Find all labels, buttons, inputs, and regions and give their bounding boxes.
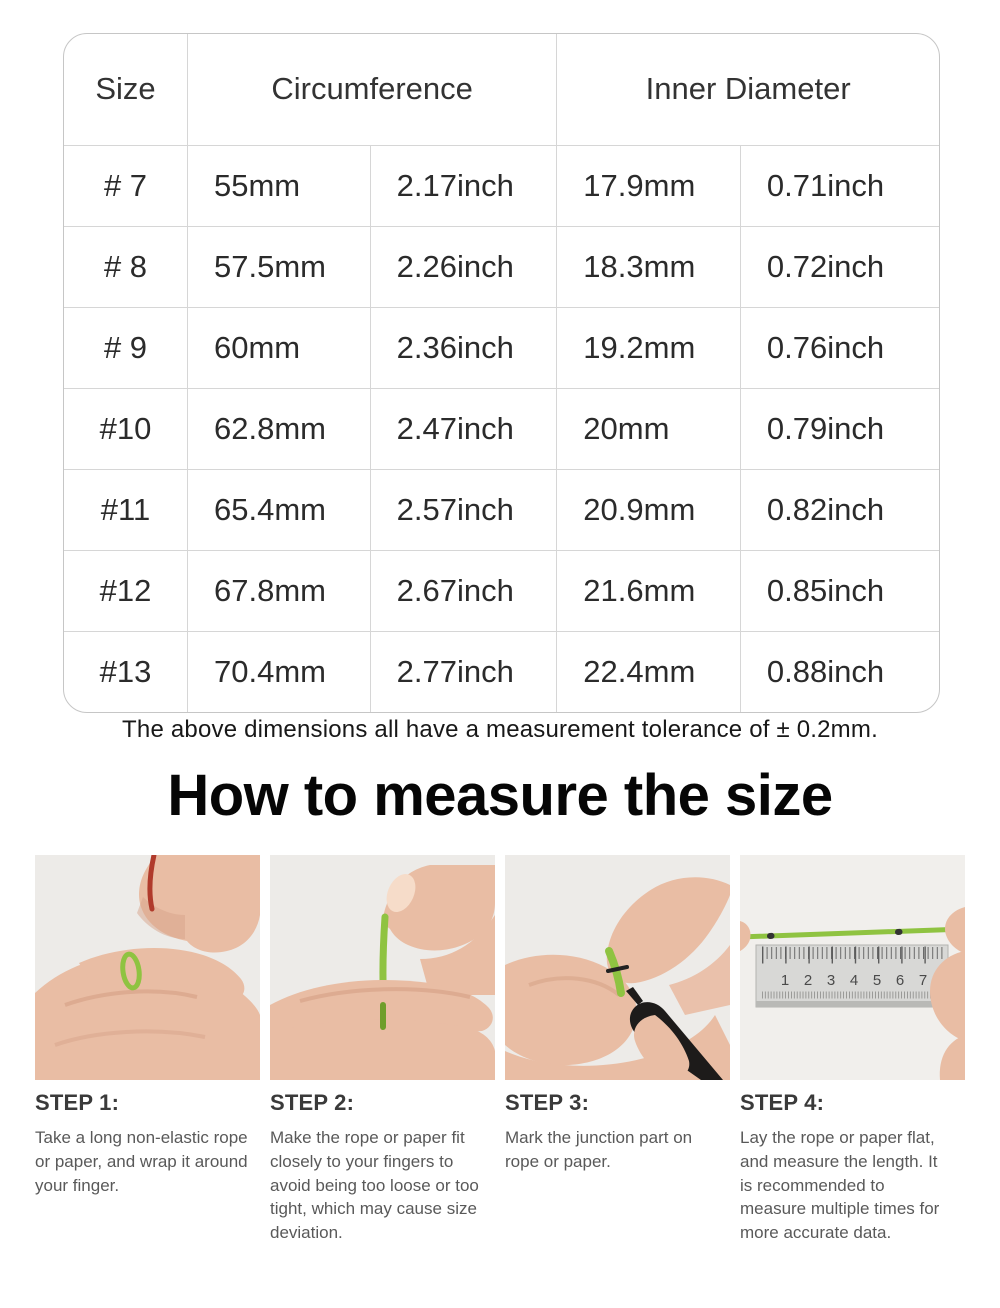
circumference-inch-cell: 2.67inch xyxy=(370,550,557,631)
inner-diameter-mm-cell: 19.2mm xyxy=(557,307,741,388)
size-cell: #13 xyxy=(64,631,187,712)
step4-measure-rope-with-ruler-photo xyxy=(740,855,965,1080)
ring-size-table-container xyxy=(63,33,940,713)
step2-label: STEP 2: xyxy=(270,1090,355,1115)
step4-caption xyxy=(740,1090,965,1245)
circumference-mm-cell: 67.8mm xyxy=(187,550,370,631)
size-cell: # 7 xyxy=(64,145,187,226)
inner-diameter-mm-cell: 20mm xyxy=(557,388,741,469)
inner-diameter-inch-cell: 0.72inch xyxy=(740,226,939,307)
size-cell: # 9 xyxy=(64,307,187,388)
inner-diameter-mm-cell: 22.4mm xyxy=(557,631,741,712)
tolerance-note: The above dimensions all have a measurement tolerance of ± 0.2mm. xyxy=(122,716,878,743)
section-title: How to measure the size xyxy=(167,763,833,828)
circumference-inch-cell: 2.36inch xyxy=(370,307,557,388)
header-size: Size xyxy=(64,34,187,145)
circumference-inch-cell: 2.17inch xyxy=(370,145,557,226)
table-row xyxy=(64,307,939,388)
inner-diameter-inch-cell: 0.88inch xyxy=(740,631,939,712)
circumference-mm-cell: 60mm xyxy=(187,307,370,388)
svg-text:6: 6 xyxy=(895,972,905,989)
ring-size-table xyxy=(64,34,939,712)
inner-diameter-mm-cell: 17.9mm xyxy=(557,145,741,226)
step3-mark-junction-photo xyxy=(505,855,730,1080)
step3-label: STEP 3: xyxy=(505,1090,590,1115)
svg-text:2: 2 xyxy=(803,972,813,989)
table-row xyxy=(64,631,939,712)
table-row xyxy=(64,145,939,226)
size-cell: #12 xyxy=(64,550,187,631)
inner-diameter-inch-cell: 0.82inch xyxy=(740,469,939,550)
inner-diameter-inch-cell: 0.79inch xyxy=(740,388,939,469)
circumference-mm-cell: 65.4mm xyxy=(187,469,370,550)
ruler xyxy=(756,945,948,1007)
inner-diameter-mm-cell: 18.3mm xyxy=(557,226,741,307)
step2-rope-fit-closely-photo xyxy=(270,855,495,1080)
step-photos-row xyxy=(35,855,965,1080)
circumference-mm-cell: 70.4mm xyxy=(187,631,370,712)
circumference-inch-cell: 2.47inch xyxy=(370,388,557,469)
circumference-mm-cell: 62.8mm xyxy=(187,388,370,469)
circumference-inch-cell: 2.26inch xyxy=(370,226,557,307)
step2-caption xyxy=(270,1090,495,1245)
step4-label: STEP 4: xyxy=(740,1090,825,1115)
step3-text: Mark the junction part on rope or paper. xyxy=(505,1128,693,1171)
step4-text: Lay the rope or paper flat, and measure the length. It is recommended to measure multiple times for more accurate data. xyxy=(740,1128,940,1243)
step2-text: Make the rope or paper fit closely to your fingers to avoid being too loose or too tight, which may cause size deviation. xyxy=(270,1128,479,1243)
step1-wrap-rope-around-finger-photo xyxy=(35,855,260,1080)
header-circumference: Circumference xyxy=(187,34,556,145)
inner-diameter-inch-cell: 0.85inch xyxy=(740,550,939,631)
circumference-mm-cell: 55mm xyxy=(187,145,370,226)
inner-diameter-inch-cell: 0.76inch xyxy=(740,307,939,388)
size-cell: #10 xyxy=(64,388,187,469)
size-cell: # 8 xyxy=(64,226,187,307)
circumference-mm-cell: 57.5mm xyxy=(187,226,370,307)
step-captions-row xyxy=(35,1090,965,1245)
inner-diameter-mm-cell: 20.9mm xyxy=(557,469,741,550)
inner-diameter-mm-cell: 21.6mm xyxy=(557,550,741,631)
svg-text:7: 7 xyxy=(918,972,928,989)
table-row xyxy=(64,388,939,469)
table-row xyxy=(64,469,939,550)
svg-text:5: 5 xyxy=(872,972,882,989)
svg-text:4: 4 xyxy=(849,972,859,989)
header-inner-diameter: Inner Diameter xyxy=(557,34,939,145)
svg-text:1: 1 xyxy=(780,972,790,989)
svg-text:3: 3 xyxy=(826,972,836,989)
circumference-inch-cell: 2.57inch xyxy=(370,469,557,550)
step1-text: Take a long non-elastic rope or paper, and wrap it around your finger. xyxy=(35,1128,248,1195)
inner-diameter-inch-cell: 0.71inch xyxy=(740,145,939,226)
table-row xyxy=(64,226,939,307)
step1-caption xyxy=(35,1090,260,1245)
circumference-inch-cell: 2.77inch xyxy=(370,631,557,712)
step3-caption xyxy=(505,1090,730,1245)
size-cell: #11 xyxy=(64,469,187,550)
table-row xyxy=(64,550,939,631)
step1-label: STEP 1: xyxy=(35,1090,120,1115)
table-header-row xyxy=(64,34,939,145)
